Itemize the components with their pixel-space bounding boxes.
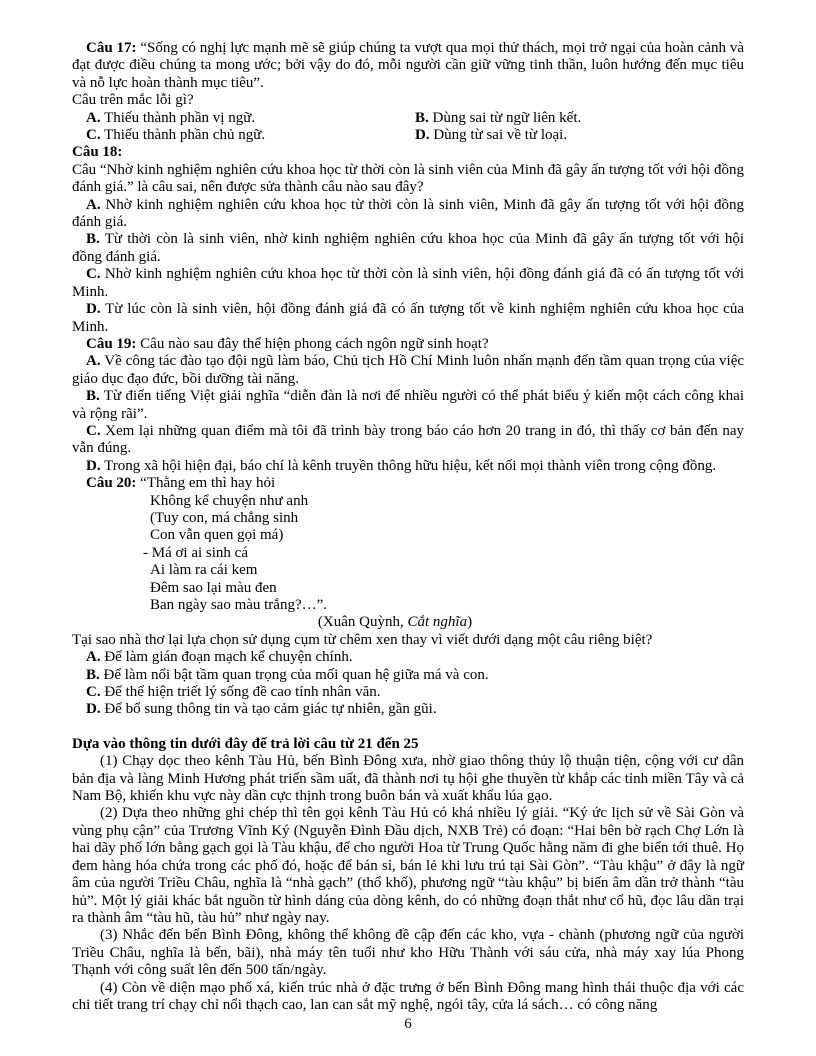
- question-19-option-d: [72, 458, 744, 475]
- option-label: B.: [415, 109, 429, 126]
- question-19-intro: [72, 336, 744, 353]
- option-label: D.: [86, 457, 101, 474]
- question-19-option-a: [72, 353, 744, 388]
- option: [415, 127, 744, 144]
- poem-text: Con vẫn quen gọi má): [150, 527, 284, 544]
- question-18-option-d: [72, 301, 744, 336]
- question-17-options-ab: [72, 110, 744, 127]
- poem-text: Không kể chuyện như anh: [150, 492, 309, 509]
- passage-paragraph-1: [72, 753, 744, 805]
- question-20-option-c: [72, 684, 744, 701]
- poem-text: Đêm sao lại màu đen: [150, 579, 277, 596]
- question-20-option-b: [72, 667, 744, 684]
- poem-line: [72, 545, 744, 562]
- question-20-option-a: [72, 649, 744, 666]
- option-label: A.: [86, 649, 101, 666]
- option-text: Để bổ sung thông tin và tạo cảm giác tự nhiên, gần gũi.: [104, 701, 437, 718]
- question-18-option-a: [72, 197, 744, 232]
- poem-line: [72, 510, 744, 527]
- question-17-intro: [72, 40, 744, 92]
- passage-paragraph-2: [72, 805, 744, 927]
- question-18-heading: [72, 144, 744, 161]
- option-text: Để thể hiện triết lý sống đề cao tính nhân văn.: [104, 684, 381, 701]
- question-18-option-c: [72, 266, 744, 301]
- passage-section-heading: [72, 736, 744, 753]
- option-text: Nhờ kinh nghiệm nghiên cứu khoa học từ thời còn là sinh viên, Minh đã gây ấn tượng tốt với hội đồng đánh giá.: [72, 196, 744, 231]
- question-18-prompt: [72, 162, 744, 197]
- option-text: Xem lại những quan điểm mà tôi đã trình bày trong báo cáo hơn 20 trang in đó, thì thấy cơ bản đến nay vẫn đúng.: [72, 422, 745, 457]
- option-text: Để làm nổi bật tầm quan trọng của mối quan hệ giữa má và con.: [103, 666, 489, 683]
- question-label: Câu 19:: [86, 335, 137, 352]
- option-label: B.: [86, 388, 100, 405]
- question-label: Câu 18:: [72, 144, 123, 161]
- text-line: Câu trên mắc lỗi gì?: [72, 92, 194, 109]
- option-label: B.: [86, 666, 100, 683]
- poem-text: - Má ơi ai sinh cá: [143, 544, 248, 561]
- option-text: Từ thời còn là sinh viên, nhờ kinh nghiệm nghiên cứu khoa học của Minh đã gây ấn tượng tốt với hội đồng đánh giá.: [72, 231, 744, 265]
- poem-text: Ban ngày sao màu trắng?…”.: [150, 597, 328, 613]
- passage-text: (3) Nhắc đến bến Bình Đông, không thể không đề cập đến các kho, vựa - chành (phương ngữ của người Triều Châu, nghĩa là bến, bãi), nhà máy tên tuổi như kho Hữu Thành với sáu cửa, nhà máy xay lúa Phong Thạnh với công suất lên đến 500 tấn/ngày.: [72, 927, 744, 979]
- page-number: 6: [404, 1016, 412, 1032]
- option: [415, 110, 744, 127]
- option-label: D.: [86, 301, 101, 318]
- option-label: C.: [86, 127, 101, 144]
- passage-text: (4) Còn về diện mạo phố xá, kiến trúc nhà ở đặc trưng ở bến Bình Đông mang hình thái thuộc địa với các chi tiết trang trí chạy chỉ nổi thạch cao, lan can sắt mỹ nghệ, ngói tây, cửa lá sách… có công năng: [72, 979, 744, 1013]
- poem-line: [72, 562, 744, 579]
- option: [86, 127, 415, 144]
- option-label: C.: [86, 266, 101, 283]
- option-label: A.: [86, 353, 101, 370]
- question-text: Câu nào sau đây thể hiện phong cách ngôn ngữ sinh hoạt?: [140, 335, 489, 352]
- question-17-prompt: [72, 92, 744, 109]
- option-label: B.: [86, 231, 100, 248]
- poem-line: [72, 597, 744, 614]
- option-text: Nhờ kinh nghiệm nghiên cứu khoa học từ thời còn là sinh viên, hội đồng đánh giá đã có ấn tượng tốt với Minh.: [72, 266, 744, 300]
- option-text: Thiếu thành phần chủ ngữ.: [104, 127, 266, 144]
- option-label: A.: [86, 196, 101, 213]
- passage-text: (1) Chạy dọc theo kênh Tàu Hủ, bến Bình Đông xưa, nhờ giao thông thủy lộ thuận tiện, cộng với cư dân bản địa và làng Minh Hương phát triển sầm uất, đã thành nơi tụ hội ghe thuyền từ khắp các tỉnh miền Tây và cả Nam Bộ, khiến khu vực này dần cực thịnh trong buôn bán và xuất khẩu lúa gạo.: [72, 753, 744, 805]
- question-19-option-b: [72, 388, 744, 423]
- option-text: Về công tác đào tạo đội ngũ làm báo, Chủ tịch Hồ Chí Minh luôn nhấn mạnh đến tầm quan trọng của việc giáo dục đạo đức, bồi dưỡng tài năng.: [72, 353, 745, 387]
- text-line: Tại sao nhà thơ lại lựa chọn sử dụng cụm từ chêm xen thay vì viết dưới dạng một câu riêng biệt?: [72, 631, 653, 648]
- poem-text: Ai làm ra cái kem: [150, 562, 258, 579]
- option-label: D.: [415, 127, 430, 144]
- option-label: D.: [86, 701, 101, 718]
- question-20-option-d: [72, 701, 744, 718]
- option-text: Từ lúc còn là sinh viên, hội đồng đánh giá đã có ấn tượng tốt về kinh nghiệm nghiên cứu khoa học của Minh.: [72, 301, 744, 335]
- poem-line: [72, 580, 744, 597]
- attribution-text: (Xuân Quỳnh,: [317, 614, 408, 631]
- option-text: Thiếu thành phần vị ngữ.: [104, 109, 256, 126]
- attribution-text: ): [467, 614, 473, 631]
- option-text: Trong xã hội hiện đại, báo chí là kênh truyền thông hữu hiệu, kết nối mọi thành viên trong cộng đồng.: [104, 457, 717, 474]
- question-text: “Thằng em thì hay hỏi: [140, 475, 276, 492]
- question-label: Câu 20:: [86, 475, 137, 492]
- question-label: Câu 17:: [86, 40, 137, 56]
- option-text: Dùng từ sai về từ loại.: [433, 127, 568, 144]
- poem-text: (Tuy con, má chẳng sinh: [150, 509, 299, 526]
- question-20-intro: [72, 475, 744, 492]
- question-text: “Sống có nghị lực mạnh mẽ sẽ giúp chúng ta vượt qua mọi thử thách, mọi trở ngại của hoàn cảnh và đạt được điều chúng ta mong ước; bởi vậy do đó, mỗi người cần giữ vững tinh thần, luôn hướng đến mục tiêu và nỗ lực hoàn thành mục tiêu”.: [72, 40, 745, 91]
- question-17-options-cd: [72, 127, 744, 144]
- poem-line: [72, 493, 744, 510]
- poem-line: [72, 527, 744, 544]
- option-label: A.: [86, 109, 101, 126]
- section-heading-text: Dựa vào thông tin dưới đây để trả lời câu từ 21 đến 25: [72, 735, 419, 752]
- option-label: C.: [86, 422, 101, 439]
- question-20-prompt: [72, 632, 744, 649]
- question-19-option-c: [72, 423, 744, 458]
- work-title: Cắt nghĩa: [407, 614, 468, 631]
- page-content: [72, 40, 744, 1014]
- passage-paragraph-3: [72, 927, 744, 979]
- poem-attribution: [72, 614, 744, 631]
- passage-paragraph-4: [72, 980, 744, 1015]
- question-18-option-b: [72, 231, 744, 266]
- option-text: Từ điển tiếng Việt giải nghĩa “diễn đàn là nơi để nhiều người có thể phát biểu ý kiến một cách công khai và rộng rãi”.: [72, 388, 745, 422]
- passage-text: (2) Dựa theo những ghi chép thì tên gọi kênh Tàu Hủ có khá nhiều lý giải. “Ký ức lịch sử về Sài Gòn và vùng phụ cận” của Trương Vĩnh Ký (Nguyễn Đình Đầu dịch, NXB Trẻ) có đoạn: “Hai bên bờ rạch Chợ Lớn là hai dãy phố lớn bằng gạch gọi là Tàu khậu, để cho người Hoa từ Trung Quốc hằng năm đi ghe biển tới thuê. Họ đem hàng hóa chứa trong các phố đó, hoặc để bán sỉ, bán lẻ khi lưu trú tại Sài Gòn”. “Tàu khậu” ở đây là ngữ âm của người Triều Châu, nghĩa là “nhà gạch” (thổ khố), phương ngữ “tàu khậu” bị biến âm dần trở thành “tàu hủ”. Một lý giải khác bắt nguồn từ hình dáng của dòng kênh, do có những đoạn thắt như cổ hũ, đọc lâu dần trại ra thành âm “tàu hũ, tàu hủ” như ngày nay.: [72, 805, 744, 926]
- option-label: C.: [86, 684, 101, 701]
- option-text: Dùng sai từ ngữ liên kết.: [432, 109, 582, 126]
- text-line: Câu “Nhờ kinh nghiệm nghiên cứu khoa học từ thời còn là sinh viên của Minh đã gây ấn tượng tốt với hội đồng đánh giá.” là câu sai, nên được sửa thành câu nào sau đây?: [72, 161, 744, 196]
- option: [86, 110, 415, 127]
- option-text: Để làm gián đoạn mạch kể chuyện chính.: [104, 649, 353, 666]
